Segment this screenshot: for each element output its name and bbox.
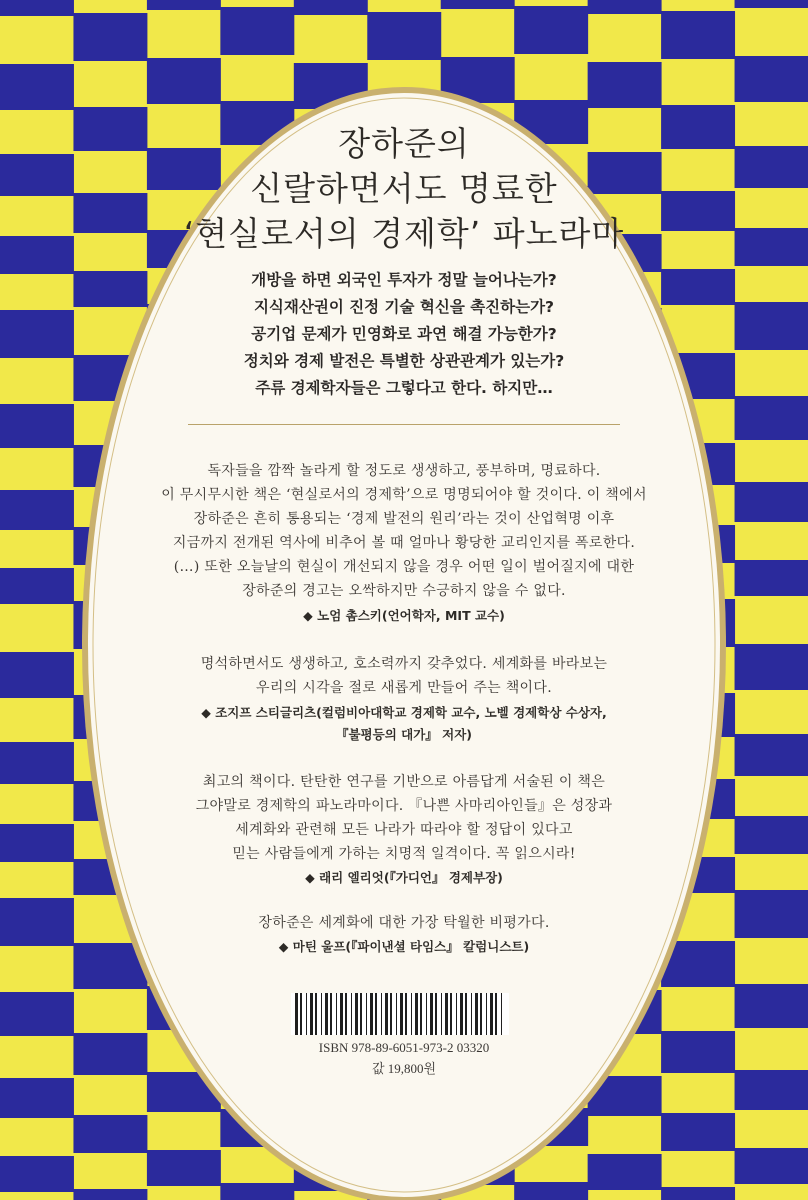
endorsement-1-attribution: ◆ 노엄 촘스키(언어학자, MIT 교수) [303, 608, 505, 623]
barcode-bar [315, 993, 317, 1035]
barcode-bar [405, 993, 407, 1035]
endorsement-3-line-3: 세계화와 관련해 모든 나라가 따라야 할 정답이 있다고 [235, 822, 573, 838]
barcode-bar [360, 993, 362, 1035]
endorsement-2-attribution-2: 『불평등의 대가』 저자) [335, 727, 473, 742]
barcode-bar [370, 993, 373, 1035]
barcode-bar [390, 993, 392, 1035]
barcode-bar [486, 993, 487, 1035]
barcode-bar [375, 993, 377, 1035]
barcode-bar [300, 993, 302, 1035]
barcode-bar [460, 993, 463, 1035]
barcode-bar [336, 993, 337, 1035]
endorsement-3-line-2: 그야말로 경제학의 파노라마이다. 『나쁜 사마리아인들』은 성장과 [195, 798, 613, 814]
endorsement-1-line-4: 지금까지 전개된 역사에 비추어 볼 때 얼마나 황당한 교리인지를 폭로한다. [172, 535, 636, 551]
barcode-bar [411, 993, 412, 1035]
endorsement-1-line-5: (…) 또한 오늘날의 현실이 개선되지 않을 경우 어떤 일이 벌어질지에 대한 [173, 559, 635, 575]
barcode-bar [490, 993, 493, 1035]
barcode-bar [430, 993, 433, 1035]
barcode-bar [420, 993, 422, 1035]
barcode-bar [295, 993, 298, 1035]
price: 값 19,800원 [371, 1061, 437, 1076]
endorsement-3-line-4: 믿는 사람들에게 가하는 치명적 일격이다. 꼭 읽으시라! [232, 846, 576, 862]
barcode-bar [351, 993, 352, 1035]
question-2: 지식재산권이 진정 기술 혁신을 촉진하는가? [253, 298, 555, 316]
barcode-bar [345, 993, 347, 1035]
question-5: 주류 경제학자들은 그렇다고 한다. 하지만… [255, 379, 553, 397]
endorsement-4-line-1: 장하준은 세계화에 대한 가장 탁월한 비평가다. [258, 915, 550, 931]
barcode-bar [381, 993, 382, 1035]
question-1: 개방을 하면 외국인 투자가 정말 늘어나는가? [251, 271, 557, 289]
isbn-number: ISBN 978-89-6051-973-2 03320 [318, 1040, 490, 1055]
endorsement-2-line-2: 우리의 시각을 절로 새롭게 만들어 주는 책이다. [256, 680, 552, 696]
headline-line-3: ‘현실로서의 경제학’ 파노라마 [183, 214, 625, 253]
barcode-bar [366, 993, 367, 1035]
barcode-bar [456, 993, 457, 1035]
barcode-bar [415, 993, 418, 1035]
barcode-bar [501, 993, 502, 1035]
endorsement-2-line-1: 명석하면서도 생생하고, 호소력까지 갖추었다. 세계화를 바라보는 [200, 656, 608, 672]
question-3: 공기업 문제가 민영화로 과연 해결 가능한가? [251, 325, 557, 343]
barcode-bar [325, 993, 328, 1035]
section-divider [188, 424, 620, 425]
endorsement-1-line-2: 이 무시무시한 책은 ‘현실로서의 경제학’으로 명명되어야 할 것이다. 이 책에서 [161, 487, 647, 503]
endorsement-4-attribution: ◆ 마틴 울프(『파이낸셜 타임스』 칼럼니스트) [278, 939, 530, 954]
barcode-bar [471, 993, 472, 1035]
barcode-bar [340, 993, 343, 1035]
barcode-bar [426, 993, 427, 1035]
barcode-bar [445, 993, 448, 1035]
endorsement-3-line-1: 최고의 책이다. 탄탄한 연구를 기반으로 아름답게 서술된 이 책은 [202, 774, 606, 790]
endorsement-1-line-3: 장하준은 흔히 통용되는 ‘경제 발전의 원리’라는 것이 산업혁명 이후 [193, 511, 615, 527]
barcode-bar [321, 993, 322, 1035]
endorsement-2-attribution-1: ◆ 조지프 스티글리츠(컬럼비아대학교 경제학 교수, 노벨 경제학상 수상자, [201, 705, 607, 720]
barcode-bar [435, 993, 437, 1035]
barcode-bar [465, 993, 467, 1035]
barcode-bar [306, 993, 307, 1035]
endorsement-3-attribution: ◆ 래리 엘리엇(『가디언』 경제부장) [305, 870, 503, 885]
question-4: 정치와 경제 발전은 특별한 상관관계가 있는가? [243, 352, 565, 370]
barcode-bar [355, 993, 358, 1035]
barcode-bar [310, 993, 313, 1035]
barcode-bar [441, 993, 442, 1035]
barcode-bar [475, 993, 478, 1035]
barcode-bar [385, 993, 388, 1035]
barcode-bar [450, 993, 452, 1035]
barcode-bar [330, 993, 332, 1035]
headline-line-2: 신랄하면서도 명료한 [250, 169, 558, 208]
endorsement-1-line-6: 장하준의 경고는 오싹하지만 수긍하지 않을 수 없다. [242, 583, 566, 599]
barcode-bar [495, 993, 497, 1035]
barcode-bar [400, 993, 403, 1035]
headline-line-1: 장하준의 [338, 124, 470, 163]
barcode [291, 993, 509, 1035]
endorsement-1-line-1: 독자들을 깜짝 놀라게 할 정도로 생생하고, 풍부하며, 명료하다. [207, 463, 601, 479]
barcode-bar [480, 993, 482, 1035]
barcode-bar [396, 993, 397, 1035]
